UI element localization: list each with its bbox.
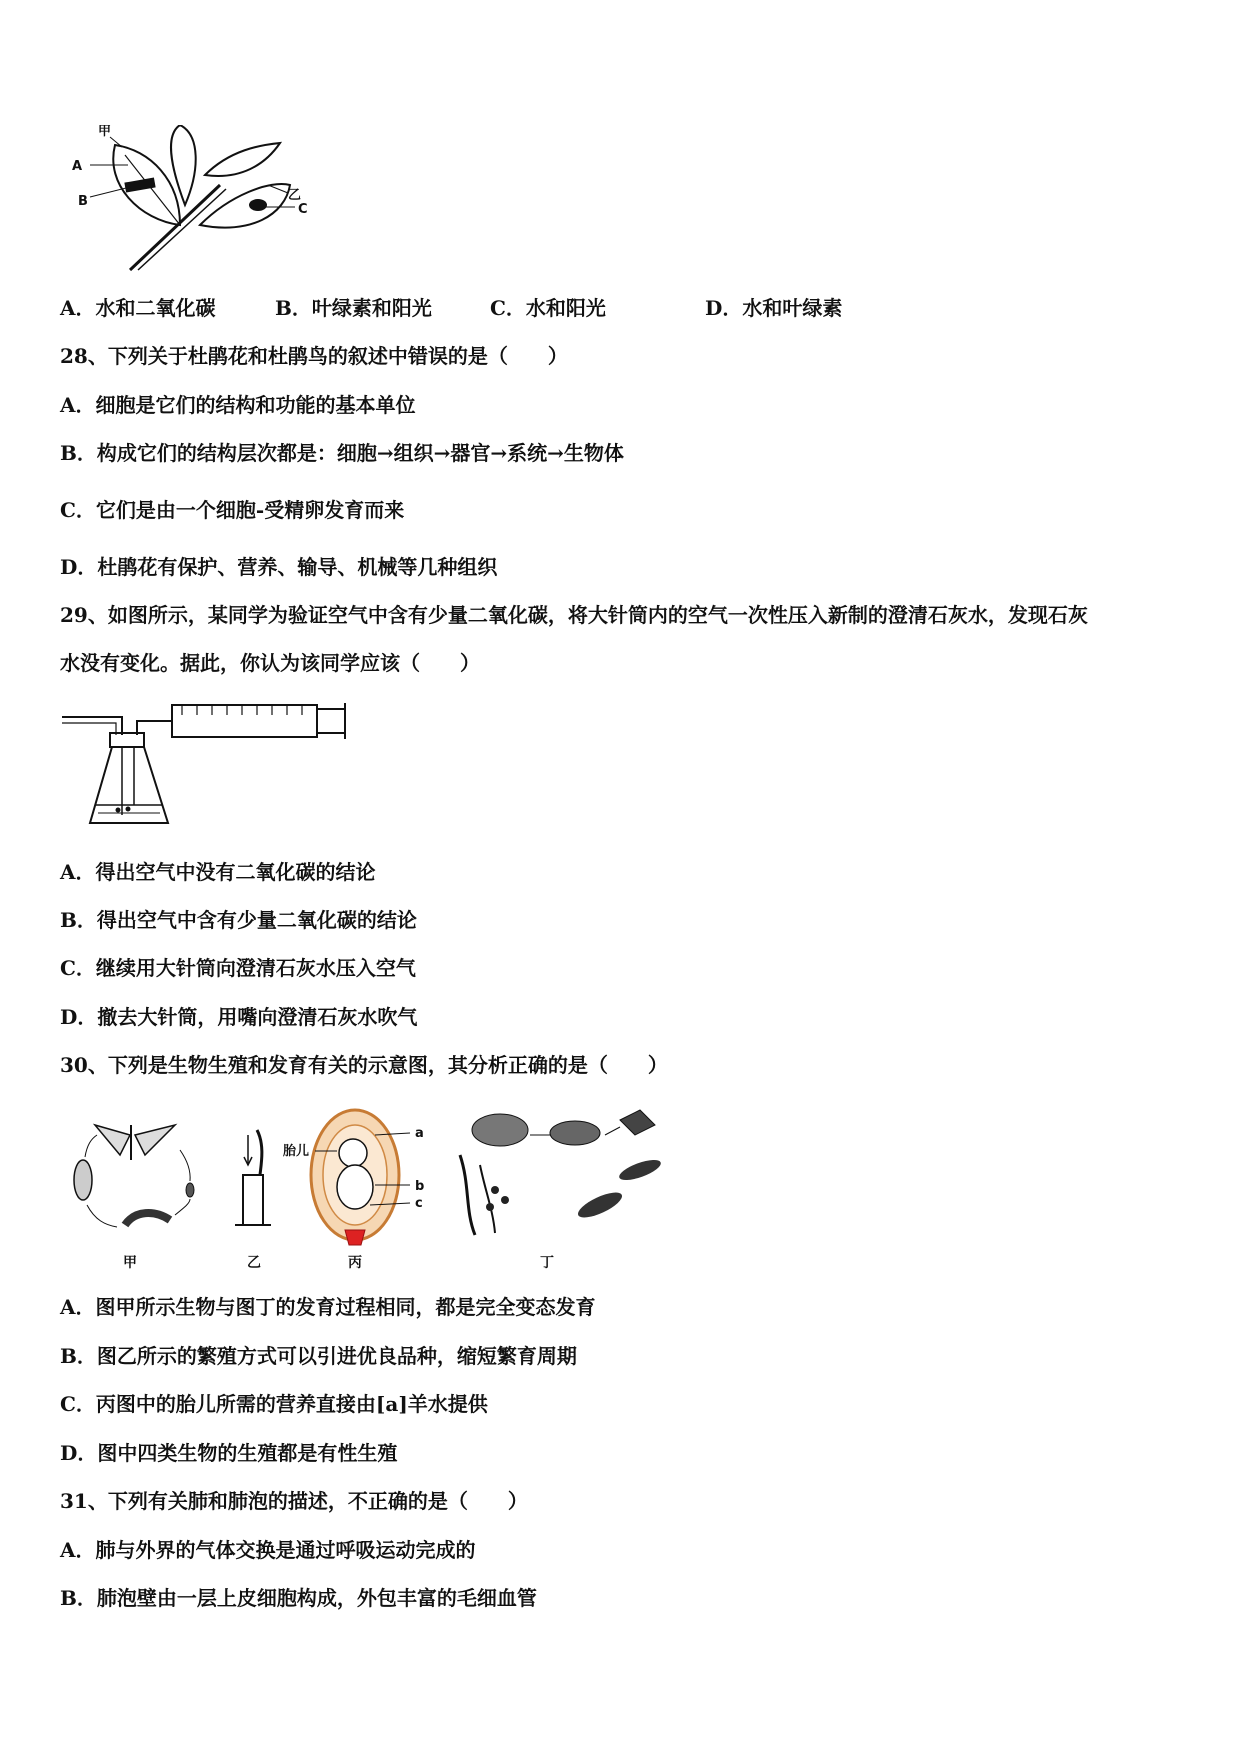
fetus-uterus-panel	[311, 1110, 410, 1245]
caption-yi: 乙	[247, 1255, 261, 1270]
q31-option-a[interactable]: A．肺与外界的气体交换是通过呼吸运动完成的	[60, 1538, 476, 1562]
q30-option-c[interactable]: C．丙图中的胎儿所需的营养直接由[a]羊水提供	[60, 1392, 488, 1416]
q30-option-a[interactable]: A．图甲所示生物与图丁的发育过程相同，都是完全变态发育	[60, 1295, 596, 1319]
option-letter: B．	[275, 296, 312, 320]
q30-stem: 30、下列是生物生殖和发育有关的示意图，其分析正确的是（ ）	[60, 1053, 668, 1077]
option-letter: C．	[490, 296, 526, 320]
q29-option-a[interactable]: A．得出空气中没有二氧化碳的结论	[60, 860, 376, 884]
q28-stem: 28、下列关于杜鹃花和杜鹃鸟的叙述中错误的是（ ）	[60, 344, 568, 368]
q29-stem-line1: 29、如图所示，某同学为验证空气中含有少量二氧化碳，将大针筒内的空气一次性压入新制的澄清石灰水，发现石灰	[60, 603, 1088, 627]
label-yi: 乙	[288, 188, 302, 203]
label-a: a	[415, 1126, 424, 1141]
label-c: C	[298, 202, 308, 217]
option-letter: A．	[60, 296, 96, 320]
leaf-diagram	[70, 125, 350, 275]
q27-option-b[interactable]	[275, 292, 432, 321]
q27-option-d[interactable]	[705, 292, 842, 321]
label-a: A	[72, 159, 83, 174]
q31-stem: 31、下列有关肺和肺泡的描述，不正确的是（ ）	[60, 1489, 528, 1513]
label-jia: 甲	[98, 125, 112, 139]
q28-option-a[interactable]: A．细胞是它们的结构和功能的基本单位	[60, 393, 416, 417]
label-fetus: 胎儿	[283, 1144, 310, 1159]
option-text: 水和叶绿素	[742, 296, 843, 320]
caption-ding: 丁	[540, 1255, 554, 1270]
option-text: 叶绿素和阳光	[311, 296, 432, 320]
reproduction-diagram	[65, 1095, 685, 1270]
q27-option-a[interactable]	[60, 292, 216, 321]
q29-stem-line2: 水没有变化。据此，你认为该同学应该（ ）	[60, 651, 480, 675]
moth-cycle-panel	[74, 1125, 194, 1227]
option-text: 水和阳光	[525, 296, 606, 320]
label-c: c	[415, 1196, 423, 1211]
q29-option-d[interactable]: D．撤去大针筒，用嘴向澄清石灰水吹气	[60, 1005, 418, 1029]
grafting-panel	[235, 1130, 271, 1225]
q29-option-b[interactable]: B．得出空气中含有少量二氧化碳的结论	[60, 908, 417, 932]
caption-bing: 丙	[348, 1255, 362, 1270]
syringe-flask-diagram	[62, 695, 352, 830]
leaf-figure	[70, 125, 350, 275]
q28-option-c[interactable]: C．它们是由一个细胞-受精卵发育而来	[60, 498, 405, 522]
label-b: b	[415, 1179, 425, 1194]
q28-option-b[interactable]: B．构成它们的结构层次都是：细胞→组织→器官→系统→生物体	[60, 441, 624, 465]
q27-option-c[interactable]	[490, 292, 606, 321]
q28-option-d[interactable]: D．杜鹃花有保护、营养、输导、机械等几种组织	[60, 555, 498, 579]
q30-option-d[interactable]: D．图中四类生物的生殖都是有性生殖	[60, 1441, 398, 1465]
option-letter: D．	[705, 296, 743, 320]
syringe-flask-figure	[62, 695, 352, 830]
q29-option-c[interactable]: C．继续用大针筒向澄清石灰水压入空气	[60, 956, 416, 980]
label-b: B	[78, 194, 88, 209]
q30-option-b[interactable]: B．图乙所示的繁殖方式可以引进优良品种，缩短繁育周期	[60, 1344, 577, 1368]
q31-option-b[interactable]: B．肺泡壁由一层上皮细胞构成，外包丰富的毛细血管	[60, 1586, 537, 1610]
caption-jia: 甲	[123, 1255, 137, 1270]
reproduction-figure	[65, 1095, 685, 1270]
frog-cycle-panel	[460, 1110, 663, 1235]
option-text: 水和二氧化碳	[95, 296, 216, 320]
